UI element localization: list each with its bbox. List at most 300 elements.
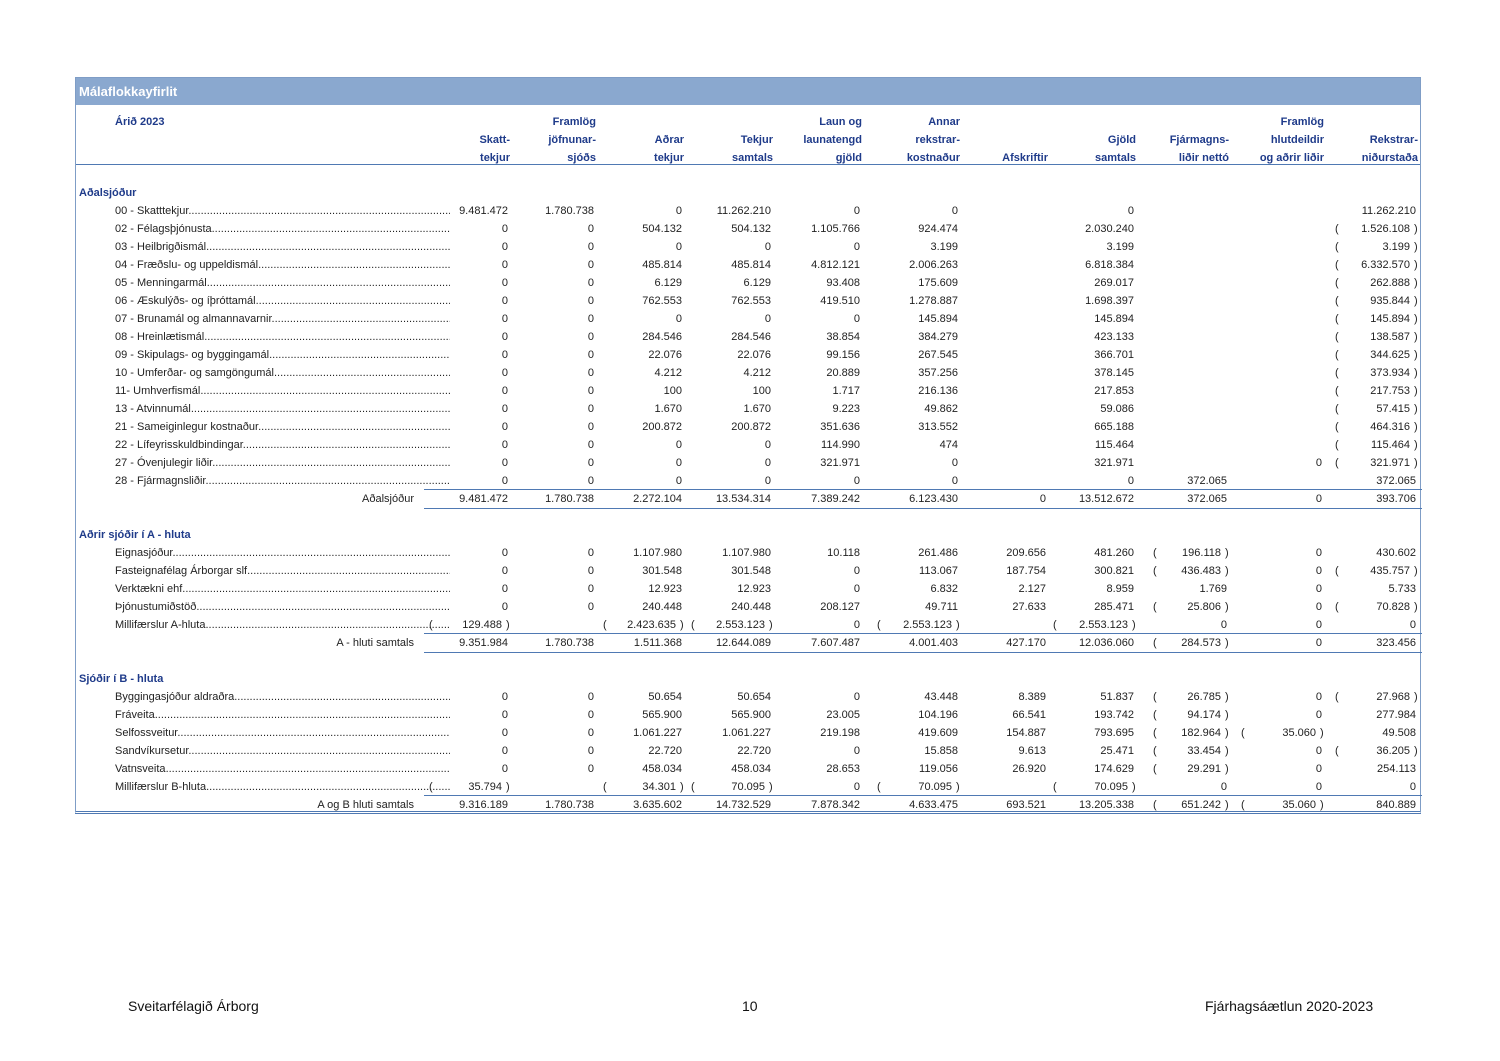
table-row bbox=[76, 220, 1420, 238]
table-row bbox=[76, 562, 1420, 580]
cell-rekstrarnidurstada: 323.456 bbox=[1376, 637, 1416, 649]
row-label bbox=[115, 292, 450, 310]
paren-open: ( bbox=[1335, 367, 1339, 379]
row-label-text: Fráveita bbox=[115, 709, 155, 721]
cell-annar-rekstrarkostnadur: 70.095 bbox=[918, 781, 952, 793]
table-row bbox=[76, 778, 1420, 796]
cell-skatttekjur: 9.481.472 bbox=[459, 493, 508, 505]
cell-annar-rekstrarkostnadur: 3.199 bbox=[930, 241, 958, 253]
row-label-text: 11- Umhverfismál bbox=[115, 385, 201, 397]
row-label bbox=[115, 688, 450, 706]
cell-rekstrarnidurstada: 3.199 bbox=[1382, 241, 1410, 253]
cell-annar-rekstrarkostnadur: 261.486 bbox=[918, 547, 958, 559]
cell-gjold-samtals: 217.853 bbox=[1094, 385, 1134, 397]
cell-laun: 0 bbox=[853, 241, 860, 253]
paren-close: ) bbox=[680, 781, 684, 793]
cell-adrar-tekjur: 0 bbox=[675, 439, 682, 451]
cell-rekstrarnidurstada: 57.415 bbox=[1376, 403, 1410, 415]
cell-skatttekjur: 0 bbox=[501, 223, 508, 235]
paren-close: ) bbox=[1414, 691, 1418, 703]
paren-close: ) bbox=[1225, 691, 1229, 703]
column-header-adrar-tekjur-line2: Aðrar bbox=[654, 134, 684, 146]
row-label bbox=[115, 706, 450, 724]
cell-rekstrarnidurstada: 321.971 bbox=[1370, 457, 1410, 469]
footer-org: Sveitarfélagið Árborg bbox=[128, 998, 259, 1014]
cell-annar-rekstrarkostnadur: 0 bbox=[951, 475, 958, 487]
paren-open: ( bbox=[1335, 691, 1339, 703]
cell-annar-rekstrarkostnadur: 0 bbox=[951, 457, 958, 469]
cell-tekjur-samtals: 485.814 bbox=[731, 259, 771, 271]
cell-rekstrarnidurstada: 1.526.108 bbox=[1361, 223, 1410, 235]
column-header-laun-line1: Laun og bbox=[819, 116, 862, 128]
cell-skatttekjur: 0 bbox=[501, 583, 508, 595]
paren-open: ( bbox=[1335, 457, 1339, 469]
row-label-text: 05 - Menningarmál bbox=[115, 277, 207, 289]
cell-laun: 4.812.121 bbox=[811, 259, 860, 271]
paren-open: ( bbox=[1335, 313, 1339, 325]
cell-rekstrarnidurstada: 435.757 bbox=[1370, 565, 1410, 577]
cell-framlog-jofnunarsjods: 0 bbox=[587, 745, 594, 757]
cell-laun: 1.717 bbox=[832, 385, 860, 397]
cell-skatttekjur: 0 bbox=[501, 295, 508, 307]
cell-annar-rekstrarkostnadur: 119.056 bbox=[919, 763, 958, 775]
cell-laun: 38.854 bbox=[826, 331, 860, 343]
cell-adrar-tekjur: 0 bbox=[675, 457, 682, 469]
cell-annar-rekstrarkostnadur: 113.067 bbox=[919, 565, 958, 577]
table-row bbox=[76, 292, 1420, 310]
cell-annar-rekstrarkostnadur: 4.633.475 bbox=[909, 799, 958, 811]
cell-adrar-tekjur: 504.132 bbox=[642, 223, 682, 235]
paren-open: ( bbox=[429, 619, 433, 631]
paren-close: ) bbox=[769, 781, 773, 793]
paren-close: ) bbox=[1225, 601, 1229, 613]
cell-tekjur-samtals: 11.262.210 bbox=[716, 205, 771, 217]
cell-gjold-samtals: 174.629 bbox=[1094, 763, 1134, 775]
column-header-annar-rekstrarkostnadur-line2: rekstrar- bbox=[915, 134, 960, 146]
cell-gjold-samtals: 8.959 bbox=[1106, 583, 1134, 595]
column-header-afskriftir-line3: Afskriftir bbox=[1002, 152, 1048, 164]
cell-laun: 321.971 bbox=[820, 457, 860, 469]
cell-adrar-tekjur: 0 bbox=[675, 205, 682, 217]
cell-laun: 351.636 bbox=[820, 421, 860, 433]
cell-skatttekjur: 0 bbox=[501, 709, 508, 721]
cell-adrar-tekjur: 6.129 bbox=[654, 277, 682, 289]
paren-close: ) bbox=[1320, 799, 1324, 811]
cell-framlog-jofnunarsjods: 0 bbox=[587, 367, 594, 379]
row-label bbox=[115, 238, 450, 256]
row-label-text: Þjónustumiðstöð bbox=[115, 601, 197, 613]
table-row bbox=[76, 310, 1420, 328]
row-label bbox=[115, 256, 450, 274]
cell-adrar-tekjur: 565.900 bbox=[642, 709, 682, 721]
paren-close: ) bbox=[1225, 763, 1229, 775]
cell-gjold-samtals: 115.464 bbox=[1095, 439, 1134, 451]
cell-rekstrarnidurstada: 0 bbox=[1409, 781, 1416, 793]
cell-annar-rekstrarkostnadur: 145.894 bbox=[918, 313, 958, 325]
column-header-framlog-jofnunarsjods-line3: sjóðs bbox=[567, 152, 596, 164]
table-row bbox=[76, 328, 1420, 346]
row-label-text: 21 - Sameiginlegur kostnaður bbox=[115, 421, 259, 433]
cell-rekstrarnidurstada: 217.753 bbox=[1370, 385, 1410, 397]
column-header-framlog-hlutdeildir-line3: og aðrir liðir bbox=[1259, 152, 1324, 164]
paren-open: ( bbox=[1153, 547, 1157, 559]
cell-gjold-samtals: 423.133 bbox=[1094, 331, 1134, 343]
cell-rekstrarnidurstada: 464.316 bbox=[1370, 421, 1410, 433]
total-label: A - hluti samtals bbox=[336, 637, 414, 649]
row-label-text: 08 - Hreinlætismál bbox=[115, 331, 205, 343]
cell-gjold-samtals: 6.818.384 bbox=[1085, 259, 1134, 271]
cell-adrar-tekjur: 301.548 bbox=[642, 565, 682, 577]
row-label-text: Vatnsveita bbox=[115, 763, 166, 775]
cell-adrar-tekjur: 0 bbox=[675, 475, 682, 487]
cell-adrar-tekjur: 240.448 bbox=[642, 601, 682, 613]
cell-afskriftir: 9.613 bbox=[1018, 745, 1046, 757]
total-row bbox=[76, 490, 1420, 508]
cell-tekjur-samtals: 14.732.529 bbox=[715, 799, 771, 811]
cell-framlog-jofnunarsjods: 0 bbox=[587, 709, 594, 721]
cell-tekjur-samtals: 4.212 bbox=[743, 367, 771, 379]
cell-rekstrarnidurstada: 372.065 bbox=[1376, 475, 1416, 487]
cell-gjold-samtals: 145.894 bbox=[1094, 313, 1134, 325]
column-header-framlog-jofnunarsjods-line2: jöfnunar- bbox=[548, 134, 596, 146]
cell-annar-rekstrarkostnadur: 175.609 bbox=[918, 277, 958, 289]
row-label bbox=[115, 778, 450, 796]
header-divider bbox=[76, 164, 1420, 165]
paren-close: ) bbox=[506, 781, 510, 793]
cell-framlog-hlutdeildir: 35.060 bbox=[1282, 727, 1316, 739]
row-label-text: 28 - Fjármagnsliðir bbox=[115, 475, 206, 487]
table-row bbox=[76, 706, 1420, 724]
cell-rekstrarnidurstada: 11.262.210 bbox=[1361, 205, 1416, 217]
cell-fjarmagnslidir: 0 bbox=[1220, 781, 1227, 793]
table-row bbox=[76, 598, 1420, 616]
cell-adrar-tekjur: 1.511.368 bbox=[633, 637, 682, 649]
column-header-skatttekjur-line2: Skatt- bbox=[479, 134, 510, 146]
row-label-text: Fasteignafélag Árborgar slf bbox=[115, 565, 248, 577]
paren-close: ) bbox=[1414, 331, 1418, 343]
row-label-text: Selfossveitur bbox=[115, 727, 178, 739]
cell-rekstrarnidurstada: 27.968 bbox=[1376, 691, 1410, 703]
total-row bbox=[76, 634, 1420, 652]
row-label-text: 22 - Lífeyrisskuldbindingar bbox=[115, 439, 243, 451]
cell-fjarmagnslidir: 1.769 bbox=[1199, 583, 1227, 595]
cell-rekstrarnidurstada: 115.464 bbox=[1371, 439, 1410, 451]
section-heading: Aðalsjóður bbox=[79, 187, 137, 199]
cell-skatttekjur: 0 bbox=[501, 601, 508, 613]
cell-framlog-hlutdeildir: 0 bbox=[1315, 619, 1322, 631]
cell-skatttekjur: 0 bbox=[501, 277, 508, 289]
cell-rekstrarnidurstada: 393.706 bbox=[1376, 493, 1416, 505]
cell-adrar-tekjur: 4.212 bbox=[654, 367, 682, 379]
paren-open: ( bbox=[1335, 259, 1339, 271]
cell-framlog-hlutdeildir: 0 bbox=[1315, 745, 1322, 757]
paren-close: ) bbox=[769, 619, 773, 631]
paren-close: ) bbox=[1414, 439, 1418, 451]
year-label: Árið 2023 bbox=[115, 116, 165, 128]
cell-skatttekjur: 9.481.472 bbox=[459, 205, 508, 217]
cell-skatttekjur: 0 bbox=[501, 457, 508, 469]
cell-framlog-jofnunarsjods: 0 bbox=[587, 475, 594, 487]
table-row bbox=[76, 274, 1420, 292]
table-row bbox=[76, 436, 1420, 454]
cell-gjold-samtals: 51.837 bbox=[1100, 691, 1134, 703]
row-label-text: 07 - Brunamál og almannavarnir bbox=[115, 313, 272, 325]
paren-close: ) bbox=[1225, 799, 1229, 811]
cell-afskriftir: 693.521 bbox=[1006, 799, 1046, 811]
paren-close: ) bbox=[1225, 565, 1229, 577]
cell-afskriftir: 8.389 bbox=[1018, 691, 1046, 703]
cell-gjold-samtals: 2.030.240 bbox=[1085, 223, 1134, 235]
cell-fjarmagnslidir: 436.483 bbox=[1181, 565, 1221, 577]
cell-gjold-samtals: 378.145 bbox=[1094, 367, 1134, 379]
cell-annar-rekstrarkostnadur: 15.858 bbox=[924, 745, 958, 757]
cell-rekstrarnidurstada: 5.733 bbox=[1388, 583, 1416, 595]
paren-close: ) bbox=[506, 619, 510, 631]
cell-annar-rekstrarkostnadur: 49.862 bbox=[924, 403, 958, 415]
paren-open: ( bbox=[1053, 781, 1057, 793]
paren-open: ( bbox=[877, 619, 881, 631]
paren-close: ) bbox=[680, 619, 684, 631]
paren-close: ) bbox=[1414, 313, 1418, 325]
cell-fjarmagnslidir: 196.118 bbox=[1182, 547, 1221, 559]
cell-tekjur-samtals: 200.872 bbox=[731, 421, 771, 433]
cell-laun: 23.005 bbox=[826, 709, 860, 721]
cell-tekjur-samtals: 12.644.089 bbox=[715, 637, 771, 649]
cell-framlog-hlutdeildir: 0 bbox=[1315, 601, 1322, 613]
cell-annar-rekstrarkostnadur: 2.553.123 bbox=[903, 619, 952, 631]
cell-annar-rekstrarkostnadur: 6.123.430 bbox=[909, 493, 958, 505]
cell-skatttekjur: 9.316.189 bbox=[459, 799, 508, 811]
paren-close: ) bbox=[1414, 277, 1418, 289]
cell-laun: 419.510 bbox=[820, 295, 860, 307]
row-label-text: Byggingasjóður aldraðra bbox=[115, 691, 235, 703]
row-label bbox=[115, 202, 450, 220]
cell-afskriftir: 66.541 bbox=[1012, 709, 1046, 721]
paren-open: ( bbox=[1335, 241, 1339, 253]
column-header-annar-rekstrarkostnadur-line1: Annar bbox=[928, 116, 960, 128]
paren-open: ( bbox=[603, 619, 607, 631]
row-label bbox=[115, 220, 450, 238]
cell-skatttekjur: 0 bbox=[501, 565, 508, 577]
table-row bbox=[76, 544, 1420, 562]
section-heading: Sjóðir í B - hluta bbox=[79, 673, 164, 685]
paren-open: ( bbox=[691, 781, 695, 793]
total-label: Aðalsjóður bbox=[362, 493, 414, 505]
cell-rekstrarnidurstada: 138.587 bbox=[1370, 331, 1410, 343]
cell-laun: 208.127 bbox=[820, 601, 860, 613]
cell-adrar-tekjur: 12.923 bbox=[648, 583, 682, 595]
column-header-framlog-hlutdeildir-line2: hlutdeildir bbox=[1270, 134, 1324, 146]
cell-fjarmagnslidir: 372.065 bbox=[1187, 493, 1227, 505]
cell-adrar-tekjur: 22.076 bbox=[648, 349, 682, 361]
cell-adrar-tekjur: 2.272.104 bbox=[633, 493, 682, 505]
column-header-gjold-samtals-line3: samtals bbox=[1095, 152, 1136, 164]
cell-skatttekjur: 35.794 bbox=[468, 781, 502, 793]
cell-tekjur-samtals: 301.548 bbox=[731, 565, 771, 577]
cell-laun: 10.118 bbox=[827, 547, 860, 559]
row-label-text: 03 - Heilbrigðismál bbox=[115, 241, 207, 253]
cell-tekjur-samtals: 0 bbox=[764, 313, 771, 325]
cell-gjold-samtals: 12.036.060 bbox=[1078, 637, 1134, 649]
column-header-fjarmagnslidir-line2: Fjármagns- bbox=[1169, 134, 1229, 146]
cell-skatttekjur: 0 bbox=[501, 547, 508, 559]
paren-open: ( bbox=[1335, 295, 1339, 307]
cell-framlog-jofnunarsjods: 0 bbox=[587, 385, 594, 397]
cell-annar-rekstrarkostnadur: 419.609 bbox=[918, 727, 958, 739]
cell-annar-rekstrarkostnadur: 1.278.887 bbox=[909, 295, 958, 307]
cell-skatttekjur: 0 bbox=[501, 313, 508, 325]
cell-laun: 1.105.766 bbox=[811, 223, 860, 235]
row-label bbox=[115, 382, 450, 400]
cell-rekstrarnidurstada: 49.508 bbox=[1382, 727, 1416, 739]
cell-framlog-jofnunarsjods: 0 bbox=[587, 331, 594, 343]
cell-adrar-tekjur: 0 bbox=[675, 313, 682, 325]
paren-open: ( bbox=[1153, 745, 1157, 757]
cell-laun: 20.889 bbox=[826, 367, 860, 379]
column-header-framlog-hlutdeildir-line1: Framlög bbox=[1280, 116, 1324, 128]
cell-annar-rekstrarkostnadur: 0 bbox=[951, 205, 958, 217]
table-row bbox=[76, 616, 1420, 634]
cell-adrar-tekjur: 100 bbox=[663, 385, 682, 397]
cell-adrar-tekjur: 284.546 bbox=[642, 331, 682, 343]
cell-laun: 7.607.487 bbox=[811, 637, 860, 649]
row-label bbox=[115, 454, 450, 472]
cell-gjold-samtals: 3.199 bbox=[1106, 241, 1134, 253]
row-label-text: 10 - Umferðar- og samgöngumál bbox=[115, 367, 274, 379]
row-label-text: Verktækni ehf bbox=[115, 583, 183, 595]
cell-tekjur-samtals: 458.034 bbox=[731, 763, 771, 775]
cell-gjold-samtals: 793.695 bbox=[1094, 727, 1134, 739]
cell-skatttekjur: 129.488 bbox=[462, 619, 502, 631]
cell-tekjur-samtals: 13.534.314 bbox=[715, 493, 771, 505]
cell-skatttekjur: 0 bbox=[501, 259, 508, 271]
footer-document-title: Fjárhagsáætlun 2020-2023 bbox=[1205, 998, 1374, 1014]
cell-skatttekjur: 0 bbox=[501, 241, 508, 253]
row-label bbox=[115, 742, 450, 760]
cell-rekstrarnidurstada: 145.894 bbox=[1370, 313, 1410, 325]
cell-gjold-samtals: 1.698.397 bbox=[1085, 295, 1134, 307]
cell-tekjur-samtals: 504.132 bbox=[731, 223, 771, 235]
cell-annar-rekstrarkostnadur: 474 bbox=[939, 439, 958, 451]
table-row bbox=[76, 454, 1420, 472]
cell-tekjur-samtals: 1.670 bbox=[743, 403, 771, 415]
cell-annar-rekstrarkostnadur: 384.279 bbox=[918, 331, 958, 343]
cell-framlog-hlutdeildir: 35.060 bbox=[1282, 799, 1316, 811]
column-header-rekstrarnidurstada-line3: niðurstaða bbox=[1361, 152, 1418, 164]
paren-open: ( bbox=[1153, 601, 1157, 613]
cell-fjarmagnslidir: 0 bbox=[1220, 619, 1227, 631]
cell-annar-rekstrarkostnadur: 267.545 bbox=[918, 349, 958, 361]
cell-annar-rekstrarkostnadur: 49.711 bbox=[925, 601, 958, 613]
paren-close: ) bbox=[1414, 565, 1418, 577]
row-label bbox=[115, 400, 450, 418]
row-label bbox=[115, 418, 450, 436]
row-label bbox=[115, 346, 450, 364]
paren-open: ( bbox=[1335, 601, 1339, 613]
table-row bbox=[76, 580, 1420, 598]
cell-annar-rekstrarkostnadur: 2.006.263 bbox=[909, 259, 958, 271]
footer-page-number: 10 bbox=[742, 998, 758, 1014]
paren-open: ( bbox=[1153, 565, 1157, 577]
paren-open: ( bbox=[1335, 403, 1339, 415]
cell-gjold-samtals: 269.017 bbox=[1094, 277, 1134, 289]
cell-rekstrarnidurstada: 262.888 bbox=[1370, 277, 1410, 289]
row-label-text: 02 - Félagsþjónusta bbox=[115, 223, 212, 235]
paren-open: ( bbox=[1335, 421, 1339, 433]
cell-framlog-jofnunarsjods: 1.780.738 bbox=[545, 637, 594, 649]
cell-laun: 219.198 bbox=[820, 727, 860, 739]
cell-tekjur-samtals: 22.720 bbox=[737, 745, 771, 757]
cell-gjold-samtals: 13.512.672 bbox=[1078, 493, 1134, 505]
cell-adrar-tekjur: 50.654 bbox=[648, 691, 682, 703]
cell-annar-rekstrarkostnadur: 924.474 bbox=[918, 223, 958, 235]
paren-open: ( bbox=[1053, 619, 1057, 631]
paren-close: ) bbox=[1414, 745, 1418, 757]
cell-framlog-hlutdeildir: 0 bbox=[1315, 709, 1322, 721]
cell-fjarmagnslidir: 25.806 bbox=[1187, 601, 1221, 613]
row-label bbox=[115, 364, 450, 382]
cell-fjarmagnslidir: 372.065 bbox=[1187, 475, 1227, 487]
paren-close: ) bbox=[1225, 745, 1229, 757]
cell-adrar-tekjur: 34.301 bbox=[642, 781, 676, 793]
paren-open: ( bbox=[877, 781, 881, 793]
section-heading: Aðrir sjóðir í A - hluta bbox=[79, 529, 191, 541]
cell-rekstrarnidurstada: 254.113 bbox=[1377, 763, 1416, 775]
paren-open: ( bbox=[1335, 223, 1339, 235]
paren-close: ) bbox=[1414, 295, 1418, 307]
row-label bbox=[115, 616, 450, 634]
cell-gjold-samtals: 2.553.123 bbox=[1079, 619, 1128, 631]
cell-framlog-jofnunarsjods: 0 bbox=[587, 241, 594, 253]
cell-skatttekjur: 0 bbox=[501, 349, 508, 361]
paren-open: ( bbox=[1335, 565, 1339, 577]
cell-gjold-samtals: 193.742 bbox=[1094, 709, 1134, 721]
cell-adrar-tekjur: 762.553 bbox=[642, 295, 682, 307]
cell-tekjur-samtals: 240.448 bbox=[731, 601, 771, 613]
cell-fjarmagnslidir: 182.964 bbox=[1181, 727, 1221, 739]
cell-adrar-tekjur: 458.034 bbox=[642, 763, 682, 775]
cell-framlog-hlutdeildir: 0 bbox=[1315, 493, 1322, 505]
cell-tekjur-samtals: 22.076 bbox=[737, 349, 771, 361]
cell-framlog-jofnunarsjods: 0 bbox=[587, 547, 594, 559]
paren-close: ) bbox=[1414, 385, 1418, 397]
column-header-tekjur-samtals-line2: Tekjur bbox=[740, 134, 773, 146]
cell-gjold-samtals: 70.095 bbox=[1094, 781, 1128, 793]
cell-laun: 0 bbox=[853, 205, 860, 217]
cell-framlog-jofnunarsjods: 1.780.738 bbox=[545, 493, 594, 505]
cell-laun: 114.990 bbox=[821, 439, 860, 451]
paren-close: ) bbox=[956, 781, 960, 793]
cell-rekstrarnidurstada: 277.984 bbox=[1376, 709, 1416, 721]
cell-skatttekjur: 0 bbox=[501, 331, 508, 343]
cell-gjold-samtals: 59.086 bbox=[1100, 403, 1134, 415]
cell-rekstrarnidurstada: 373.934 bbox=[1370, 367, 1410, 379]
cell-gjold-samtals: 300.821 bbox=[1094, 565, 1134, 577]
cell-tekjur-samtals: 1.107.980 bbox=[722, 547, 771, 559]
cell-tekjur-samtals: 0 bbox=[764, 439, 771, 451]
row-label bbox=[115, 310, 450, 328]
row-label bbox=[115, 562, 450, 580]
cell-laun: 0 bbox=[853, 475, 860, 487]
cell-rekstrarnidurstada: 70.828 bbox=[1376, 601, 1410, 613]
row-label bbox=[115, 328, 450, 346]
table-row bbox=[76, 688, 1420, 706]
cell-gjold-samtals: 25.471 bbox=[1100, 745, 1134, 757]
cell-framlog-hlutdeildir: 0 bbox=[1315, 637, 1322, 649]
column-header-annar-rekstrarkostnadur-line3: kostnaður bbox=[906, 152, 960, 164]
cell-laun: 0 bbox=[853, 583, 860, 595]
cell-framlog-jofnunarsjods: 0 bbox=[587, 565, 594, 577]
